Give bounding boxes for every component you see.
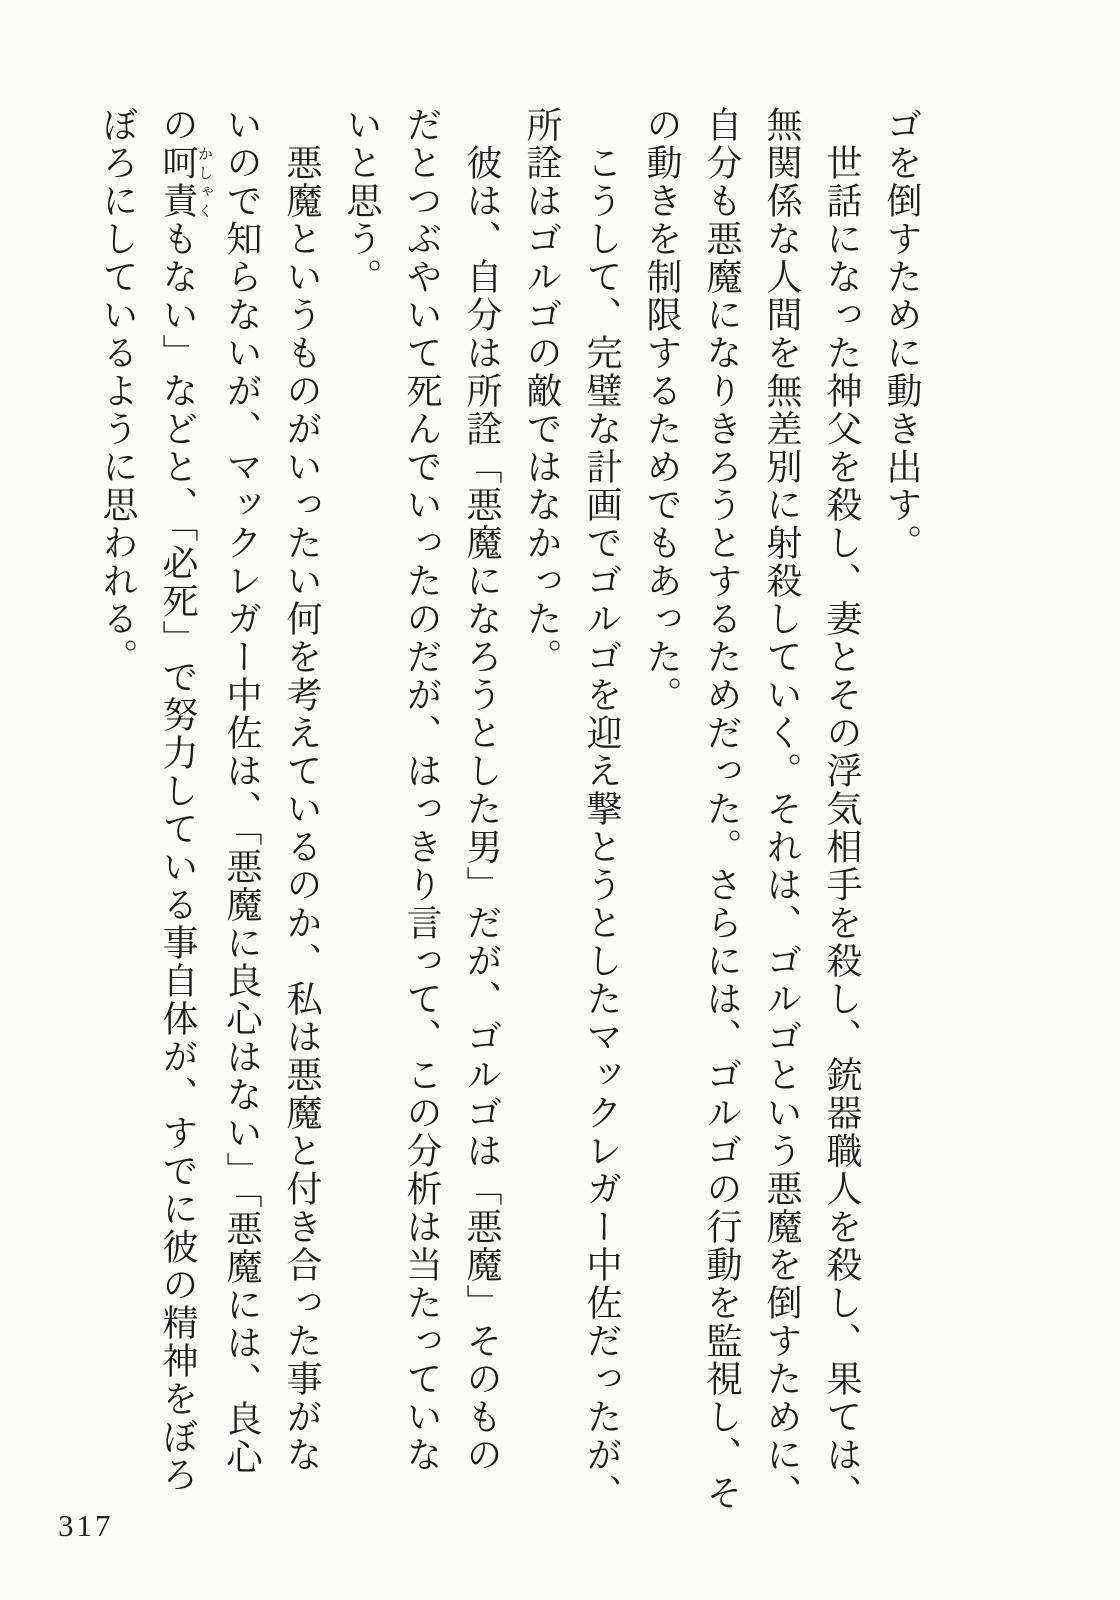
text-line: ぼろにしているように思われる。 (98, 106, 138, 676)
text-line: だとつぶやいて死んでいったのだが、はっきり言って、この分析は当たっていな (402, 106, 442, 1474)
text-line: いので知らないが、マックレガー中佐は、「悪魔に良心はない」「悪魔には、良心 (222, 106, 262, 1476)
body-text (88, 106, 932, 1516)
text-line: 所詮はゴルゴの敵ではなかった。 (522, 106, 562, 676)
text-line: こうして、完璧な計画でゴルゴを迎え撃とうとしたマックレガー中佐だったが、 (582, 106, 622, 1512)
text-line: の呵責かしゃくもない」などと、「必死」で努力している事自体が、すでに彼の精神をぼろ (158, 106, 212, 1494)
furigana-text: かしゃく (196, 144, 212, 220)
text-line: の動きを制限するためでもあった。 (642, 106, 682, 714)
furigana-ruby (158, 144, 212, 220)
text-line: 彼は、自分は所詮「悪魔になろうとした男」だが、ゴルゴは「悪魔」そのもの (462, 106, 502, 1474)
ruby-base-text: 呵責 (158, 144, 198, 220)
text-line: 世話になった神父を殺し、妻とその浮気相手を殺し、銃器職人を殺し、果ては、 (822, 106, 862, 1512)
text-line: いと思う。 (342, 106, 382, 296)
text-line: 自分も悪魔になりきろうとするためだった。さらには、ゴルゴの行動を監視し、そ (702, 106, 742, 1512)
text-line: ゴを倒すために動き出す。 (882, 106, 922, 562)
page-number: 317 (58, 1508, 114, 1543)
text-line: 悪魔というものがいったい何を考えているのか、私は悪魔と付き合った事がな (282, 106, 322, 1474)
text-line: 無関係な人間を無差別に射殺していく。それは、ゴルゴという悪魔を倒すために、 (762, 106, 802, 1512)
